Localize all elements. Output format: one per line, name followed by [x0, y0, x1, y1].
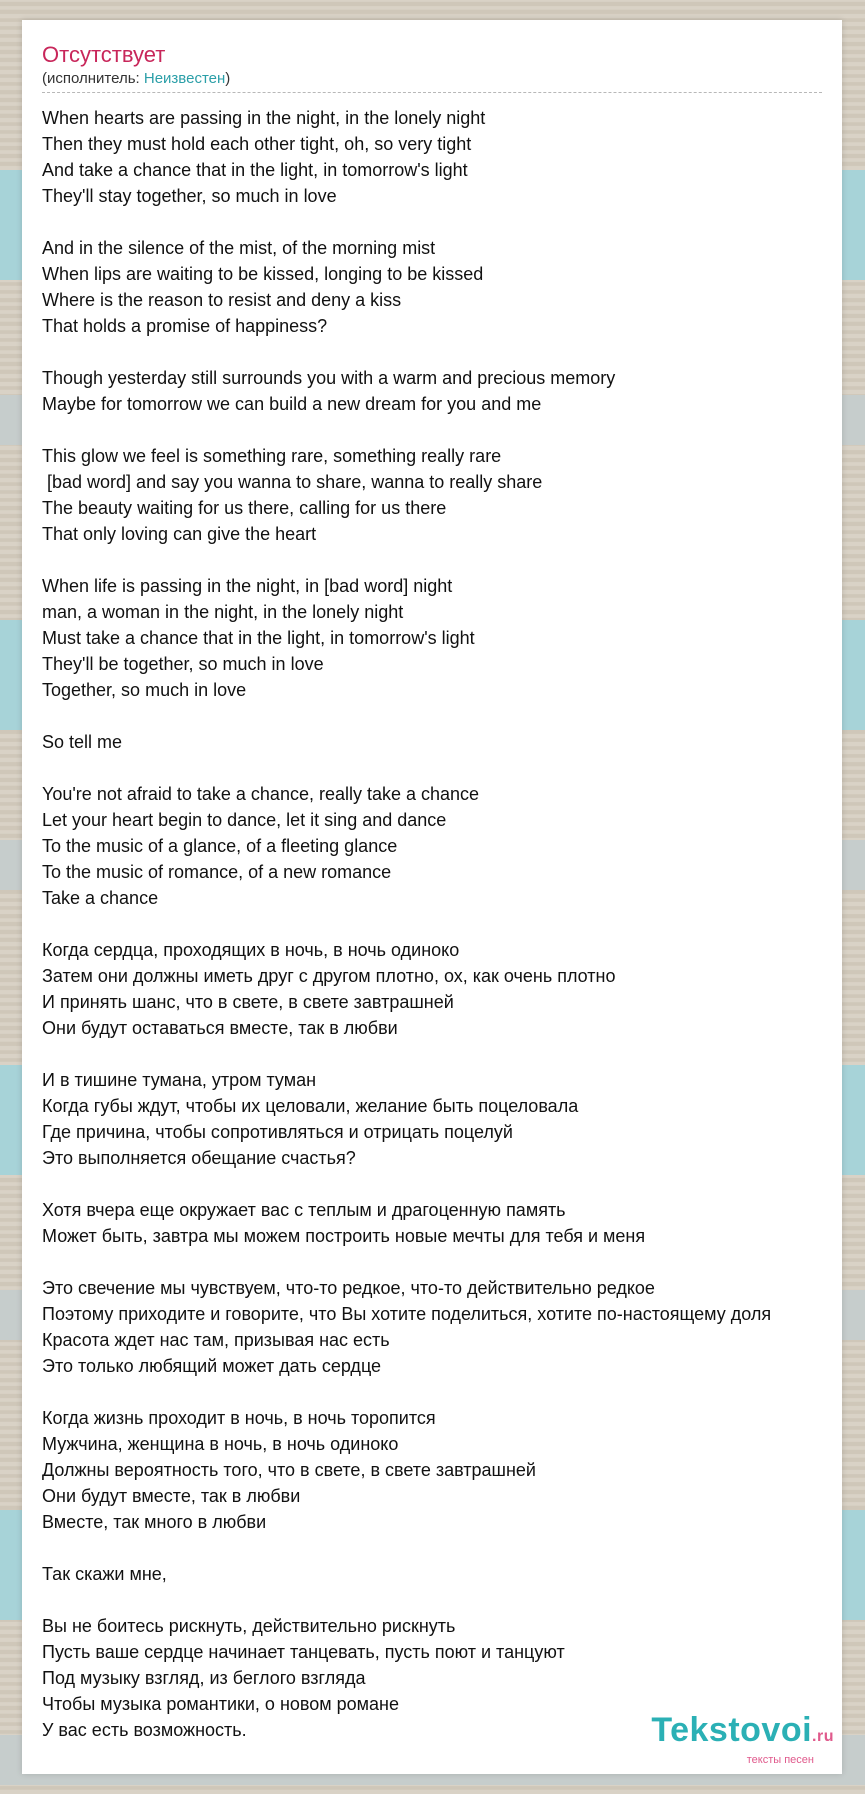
lyric-line: The beauty waiting for us there, calling for us there	[42, 498, 447, 518]
lyric-line: Вы не боитесь рискнуть, действительно рискнуть	[42, 1616, 456, 1636]
lyric-line: Мужчина, женщина в ночь, в ночь одиноко	[42, 1434, 399, 1454]
header-divider	[42, 92, 822, 93]
lyric-line: Though yesterday still surrounds you with a warm and precious memory	[42, 368, 616, 388]
lyric-line: Где причина, чтобы сопротивляться и отрицать поцелуй	[42, 1122, 513, 1142]
logo-tld: .ru	[812, 1728, 834, 1745]
site-logo[interactable]	[651, 1713, 834, 1766]
lyric-line: Must take a chance that in the light, in tomorrow's light	[42, 628, 475, 648]
lyric-line: Они будут оставаться вместе, так в любви	[42, 1018, 398, 1038]
lyric-line: So tell me	[42, 732, 123, 752]
lyric-line: Пусть ваше сердце начинает танцевать, пусть поют и танцуют	[42, 1642, 565, 1662]
lyric-line: У вас есть возможность.	[42, 1720, 247, 1740]
song-header	[42, 42, 822, 88]
lyric-line: Let your heart begin to dance, let it sing and dance	[42, 810, 447, 830]
song-title: Отсутствует	[42, 42, 166, 67]
lyric-line: Maybe for tomorrow we can build a new dream for you and me	[42, 394, 542, 414]
lyric-line: Это только любящий может дать сердце	[42, 1356, 382, 1376]
lyric-line: Хотя вчера еще окружает вас с теплым и драгоценную память	[42, 1200, 566, 1220]
verse	[42, 1561, 865, 1587]
lyric-line: That only loving can give the heart	[42, 524, 317, 544]
lyric-line: Когда губы ждут, чтобы их целовали, желание быть поцеловала	[42, 1096, 579, 1116]
lyric-line: Это свечение мы чувствуем, что-то редкое, что-то действительно редкое	[42, 1278, 655, 1298]
lyric-line: Where is the reason to resist and deny a kiss	[42, 290, 402, 310]
verse	[42, 729, 865, 755]
verse	[42, 781, 865, 911]
lyric-line: man, a woman in the night, in the lonely night	[42, 602, 404, 622]
verse	[42, 1275, 865, 1379]
lyric-line: Под музыку взгляд, из беглого взгляда	[42, 1668, 366, 1688]
lyric-line: And take a chance that in the light, in tomorrow's light	[42, 160, 468, 180]
lyric-line: И в тишине тумана, утром туман	[42, 1070, 317, 1090]
lyrics-card	[22, 20, 842, 1774]
artist-prefix: (исполнитель:	[42, 70, 144, 87]
lyric-line: Красота ждет нас там, призывая нас есть	[42, 1330, 390, 1350]
lyric-line: Это выполняется обещание счастья?	[42, 1148, 356, 1168]
lyric-line: Должны вероятность того, что в свете, в свете завтрашней	[42, 1460, 536, 1480]
lyric-line: И принять шанс, что в свете, в свете завтрашней	[42, 992, 454, 1012]
lyric-line: They'll be together, so much in love	[42, 654, 324, 674]
lyric-line: [bad word] and say you wanna to share, wanna to really share	[42, 472, 543, 492]
logo-name: Tekstovoi	[651, 1711, 813, 1749]
lyric-line: Вместе, так много в любви	[42, 1512, 267, 1532]
verse	[42, 937, 865, 1041]
lyric-line: When lips are waiting to be kissed, longing to be kissed	[42, 264, 484, 284]
lyric-line: Take a chance	[42, 888, 159, 908]
lyric-line: You're not afraid to take a chance, really take a chance	[42, 784, 480, 804]
verse	[42, 235, 865, 339]
lyric-line: Так скажи мне,	[42, 1564, 167, 1584]
lyrics-body	[42, 105, 865, 1769]
lyric-line: And in the silence of the mist, of the morning mist	[42, 238, 436, 258]
artist-line	[42, 70, 822, 88]
verse	[42, 573, 865, 703]
verse	[42, 365, 865, 417]
lyric-line: That holds a promise of happiness?	[42, 316, 328, 336]
verse	[42, 1067, 865, 1171]
lyric-line: Когда сердца, проходящих в ночь, в ночь одиноко	[42, 940, 460, 960]
lyric-line: Чтобы музыка романтики, о новом романе	[42, 1694, 399, 1714]
lyric-line: When hearts are passing in the night, in the lonely night	[42, 108, 486, 128]
lyric-line: When life is passing in the night, in [bad word] night	[42, 576, 453, 596]
artist-suffix: )	[225, 70, 231, 87]
lyric-line: To the music of a glance, of a fleeting glance	[42, 836, 398, 856]
lyric-line: Together, so much in love	[42, 680, 247, 700]
logo-tagline: тексты песен	[746, 1754, 814, 1766]
lyric-line: Затем они должны иметь друг с другом плотно, ох, как очень плотно	[42, 966, 616, 986]
lyric-line: Может быть, завтра мы можем построить новые мечты для тебя и меня	[42, 1226, 646, 1246]
logo-wordmark	[651, 1713, 834, 1754]
lyric-line: To the music of romance, of a new romance	[42, 862, 392, 882]
lyric-line: Когда жизнь проходит в ночь, в ночь торопится	[42, 1408, 436, 1428]
lyric-line: Then they must hold each other tight, oh, so very tight	[42, 134, 472, 154]
verse	[42, 1197, 865, 1249]
artist-link[interactable]: Неизвестен	[143, 70, 226, 87]
lyric-line: Поэтому приходите и говорите, что Вы хотите поделиться, хотите по-настоящему доля	[42, 1304, 772, 1324]
verse	[42, 105, 865, 209]
lyric-line: This glow we feel is something rare, something really rare	[42, 446, 502, 466]
verse	[42, 443, 865, 547]
lyric-line: Они будут вместе, так в любви	[42, 1486, 301, 1506]
lyric-line: They'll stay together, so much in love	[42, 186, 337, 206]
verse	[42, 1405, 865, 1535]
